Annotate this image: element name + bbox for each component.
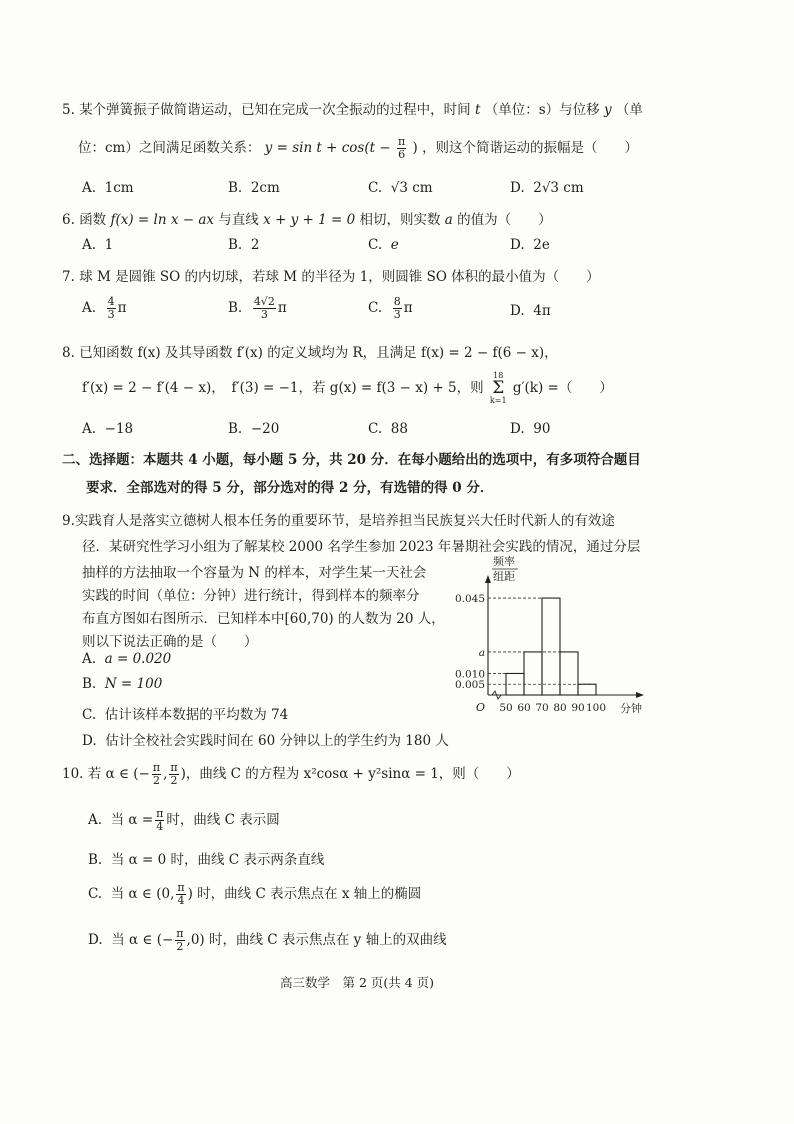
q7-option-d: D. 4π [510,303,551,319]
q6-option-c: C. e [368,237,399,253]
q9-line3: 抽样的方法抽取一个容量为 N 的样本，对学生某一天社会 [82,565,427,581]
q9-line6: 则以下说法正确的是（ ） [82,634,258,650]
q9-line4: 实践的时间（单位：分钟）进行统计，得到样本的频率分 [82,588,420,604]
q7-option-c: C. $\frac{8}{3}$ π [368,295,413,321]
q7-option-a: A. $\frac{4}{3}$ π [82,295,127,321]
section2-instructions: 要求．全部选对的得 5 分，部分选对的得 2 分，有选错的得 0 分． [86,480,494,496]
q8-option-b: B. −20 [228,421,280,437]
q8-option-d: D. 90 [510,421,551,437]
summation: 18 Σ k=1 [489,371,507,405]
q6-option-b: B. 2 [228,237,260,253]
x-tick-label: 50 [499,702,513,714]
q8-option-c: C. 88 [368,421,408,437]
q9-option-c: C. 估计该样本数据的平均数为 74 [82,707,289,723]
y-tick-label: 0.045 [454,593,485,606]
q5-option-b: B. 2cm [228,180,280,196]
q5-option-a: A. 1cm [82,180,134,196]
y-tick-label: 0.005 [454,679,485,692]
histogram-bar-[70,80) [542,598,560,695]
q9-line1: 9.实践育人是落实立德树人根本任务的重要环节，是培养担当民族复兴大任时代新人的有效途 [62,513,615,529]
x-tick-label: 90 [571,702,585,714]
section2-heading: 二、选择题：本题共 4 小题，每小题 5 分，共 20 分．在每小题给出的选项中，有多项符合题目 [62,452,641,468]
page-footer: 高三数学 第 2 页(共 4 页) [280,975,435,990]
q10-option-a: A. 当 α = $\frac{\pi}{4}$ 时，曲线 C 表示圆 [88,807,280,833]
q8-line2: f′(x) = 2 − f′(4 − x)， f′(3) = −1，若 g(x) = f(3 − x) + 5，则 18 Σ k=1 g′(k) =（ ） [82,371,613,405]
q10-option-c: C. 当 α ∈ (0, $\frac{\pi}{4}$ ) 时，曲线 C 表示焦点在 x 轴上的椭圆 [88,881,422,907]
y-tick-label: 0.010 [454,668,485,681]
q9-option-d: D. 估计全校社会实践时间在 60 分钟以上的学生约为 180 人 [82,733,449,749]
q7-option-b: B. $\frac{4√2}{3}$ π [228,295,287,321]
x-tick-label: 60 [517,702,531,714]
y-tick-label: a [478,646,485,659]
origin-label: O [476,701,486,714]
q9-option-b: B. N = 100 [82,676,163,692]
q10-option-d: D. 当 α ∈ (− $\frac{\pi}{2}$ ,0) 时，曲线 C 表示焦点在 y 轴上的双曲线 [88,927,447,953]
q5-option-d: D. 2√3 cm [510,180,584,196]
q10-option-b: B. 当 α = 0 时，曲线 C 表示两条直线 [88,852,325,868]
q5-line2: 位：cm）之间满足函数关系： y = sin t + cos(t − $\frac{\pi}{6}$ ) ，则这个简谐运动的振幅是（ ） [78,135,639,161]
q5-option-c: C. √3 cm [368,180,433,196]
q9-option-a: A. a = 0.020 [82,651,172,667]
x-axis-arrow [636,692,644,698]
y-axis-title-top: 频率 [493,555,515,568]
q7-stem: 7. 球 M 是圆锥 SO 的内切球，若球 M 的半径为 1，则圆锥 SO 体积的最小值为（ ） [62,269,600,285]
pi-over-6-fraction: $\frac{\pi}{6}$ [397,135,406,161]
q6-option-d: D. 2e [510,237,550,253]
q8-option-a: A. −18 [82,421,134,437]
x-tick-label: 70 [535,702,549,714]
x-axis-title: 分钟 [620,702,642,715]
y-axis-title-bottom: 组距 [493,570,515,583]
histogram-bar-[60,70) [524,652,542,695]
frequency-histogram [440,553,660,721]
y-axis-arrow [485,575,491,583]
histogram-bar-[80,90) [560,652,578,695]
q5-line1: 5. 某个弹簧振子做简谐运动，已知在完成一次全振动的过程中，时间 t （单位：s）与位移 y （单 [62,102,643,118]
x-tick-label: 100 [585,702,607,714]
q9-line2: 径．某研究性学习小组为了解某校 2000 名学生参加 2023 年暑期社会实践的情况，通过分层 [82,539,641,555]
q9-line5: 布直方图如右图所示．已知样本中[60,70) 的人数为 20 人， [82,611,445,627]
q8-line1: 8. 已知函数 f(x) 及其导函数 f′(x) 的定义域均为 R，且满足 f(x) = 2 − f(6 − x)， [62,345,558,361]
q6-stem: 6. 函数 f(x) = ln x − ax 与直线 x + y + 1 = 0 相切，则实数 a 的值为（ ） [62,212,552,228]
histogram-bar-[90,100] [578,684,596,695]
x-tick-label: 80 [553,702,567,714]
q10-stem: 10. 若 α ∈ (− $\frac{\pi}{2}$ , $\frac{\pi}{2}$ )，曲线 C 的方程为 x²cosα + y²sinα = 1，则（ ） [62,761,520,787]
q6-option-a: A. 1 [82,237,114,253]
